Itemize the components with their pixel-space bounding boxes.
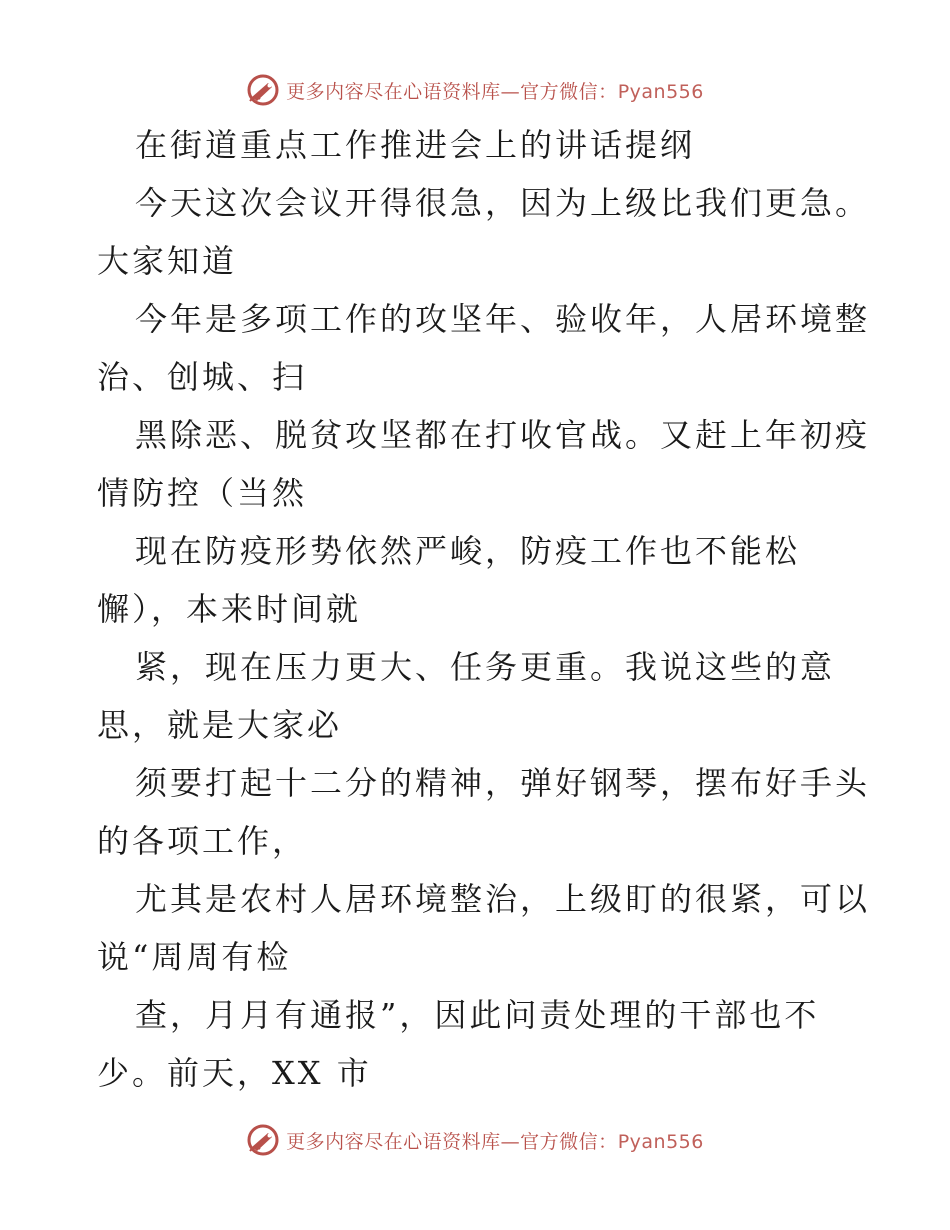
- text-line: 现在防疫形势依然严峻，防疫工作也不能松: [135, 532, 801, 570]
- pen-nib-circle-icon: [246, 1123, 280, 1157]
- watermark-wechat-id: Pyan556: [617, 80, 704, 103]
- document-title: 在街道重点工作推进会上的讲话提纲: [135, 126, 696, 164]
- text-line: 须要打起十二分的精神，弹好钢琴，摆布好手头: [135, 764, 871, 802]
- text-line: 黑除恶、脱贫攻坚都在打收官战。又赶上年初疫: [135, 416, 871, 454]
- text-line: 今天这次会议开得很急，因为上级比我们更急。: [135, 184, 871, 222]
- watermark-site-text: 更多内容尽在心语资料库: [286, 80, 501, 103]
- watermark-wechat-label: 官方微信：: [520, 1130, 618, 1153]
- text-line: 的各项工作，: [97, 822, 308, 860]
- text-line: 治、创城、扫: [97, 358, 308, 396]
- text-line: 情防控（当然: [97, 474, 308, 512]
- watermark-banner-top: [0, 70, 950, 110]
- text-line: 紧，现在压力更大、任务更重。我说这些的意: [135, 648, 836, 686]
- watermark-banner-bottom: [0, 1120, 950, 1160]
- watermark-wechat-id: Pyan556: [617, 1130, 704, 1153]
- watermark-wechat-label: 官方微信：: [520, 80, 618, 103]
- text-line: 思，就是大家必: [97, 706, 343, 744]
- watermark-text: [286, 1127, 704, 1154]
- watermark-separator: —: [500, 1130, 521, 1153]
- text-line: 懈），本来时间就: [97, 590, 362, 628]
- text-line: 大家知道: [97, 242, 238, 280]
- watermark-text: [286, 77, 704, 104]
- watermark-site-text: 更多内容尽在心语资料库: [286, 1130, 501, 1153]
- text-line: 说“周周有检: [97, 938, 292, 976]
- text-line: 少。前天，XX 市: [97, 1054, 372, 1092]
- pen-nib-circle-icon: [246, 73, 280, 107]
- text-line: 尤其是农村人居环境整治，上级盯的很紧，可以: [135, 880, 871, 918]
- watermark-separator: —: [500, 80, 521, 103]
- text-line: 今年是多项工作的攻坚年、验收年，人居环境整: [135, 300, 871, 338]
- text-line: 查，月月有通报”，因此问责处理的干部也不: [135, 996, 820, 1034]
